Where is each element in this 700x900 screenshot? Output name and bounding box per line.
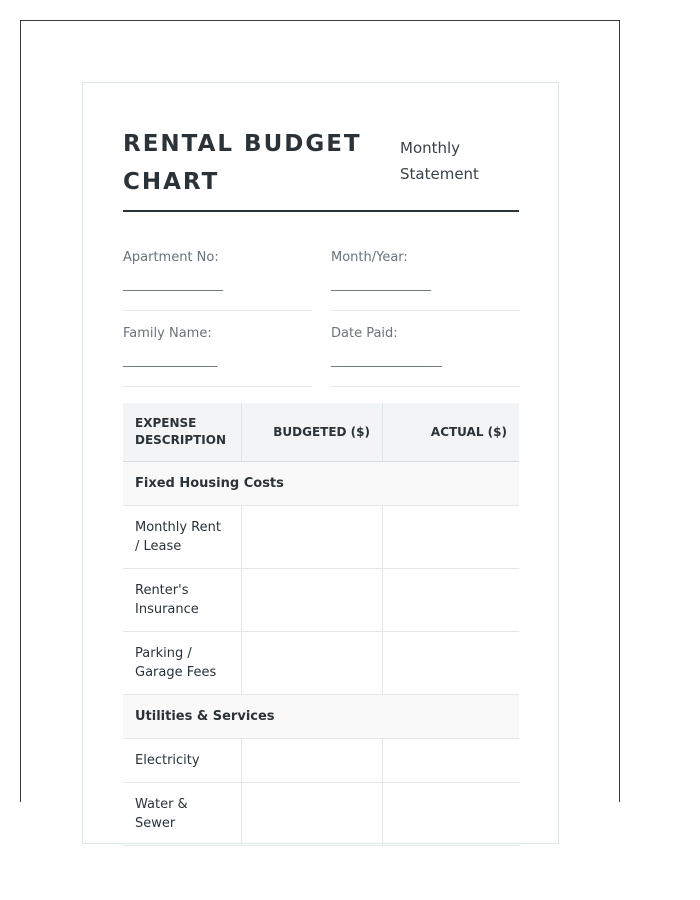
budgeted-cell[interactable]: [242, 632, 383, 695]
expense-label: Renter's Insurance: [123, 569, 242, 632]
budget-table: [123, 403, 519, 846]
field-blank-line: _________________: [123, 353, 217, 368]
table-row: [123, 632, 519, 695]
actual-cell[interactable]: [383, 783, 520, 846]
field-label: Month/Year:: [331, 250, 408, 265]
field-blank-line: ____________________: [331, 353, 441, 368]
document-subtitle: Monthly Statement: [400, 139, 479, 183]
actual-cell[interactable]: [383, 632, 520, 695]
budget-sheet: [82, 82, 559, 844]
column-header-actual: ACTUAL ($): [383, 403, 520, 462]
budgeted-cell[interactable]: [242, 783, 383, 846]
actual-cell[interactable]: [383, 739, 520, 783]
month-year-field[interactable]: [331, 250, 519, 311]
table-row: [123, 783, 519, 846]
section-row: [123, 695, 519, 739]
field-label: Date Paid:: [331, 326, 398, 341]
title-divider: [123, 210, 519, 212]
budgeted-cell[interactable]: [242, 739, 383, 783]
column-header-budgeted: BUDGETED ($): [242, 403, 383, 462]
field-blank-line: __________________: [123, 277, 222, 292]
table-row: [123, 569, 519, 632]
expense-label: Electricity: [123, 739, 242, 783]
document-viewport[interactable]: [20, 20, 620, 831]
table-header-row: [123, 403, 519, 462]
expense-label: Parking / Garage Fees: [123, 632, 242, 695]
expense-label: Monthly Rent / Lease: [123, 506, 242, 569]
actual-cell[interactable]: [383, 569, 520, 632]
budgeted-cell[interactable]: [242, 569, 383, 632]
field-blank-line: __________________: [331, 277, 430, 292]
section-row: [123, 462, 519, 506]
section-label: Utilities & Services: [123, 695, 519, 739]
actual-cell[interactable]: [383, 506, 520, 569]
table-row: [123, 739, 519, 783]
field-label: Family Name:: [123, 326, 212, 341]
apartment-no-field[interactable]: [123, 250, 311, 311]
family-name-field[interactable]: [123, 326, 311, 387]
expense-label: Water & Sewer: [123, 783, 242, 846]
document-title: RENTAL BUDGET CHART: [123, 131, 362, 195]
table-row: [123, 506, 519, 569]
column-header-expense: EXPENSE DESCRIPTION: [123, 403, 242, 462]
section-label: Fixed Housing Costs: [123, 462, 519, 506]
field-label: Apartment No:: [123, 250, 219, 265]
date-paid-field[interactable]: [331, 326, 519, 387]
budgeted-cell[interactable]: [242, 506, 383, 569]
